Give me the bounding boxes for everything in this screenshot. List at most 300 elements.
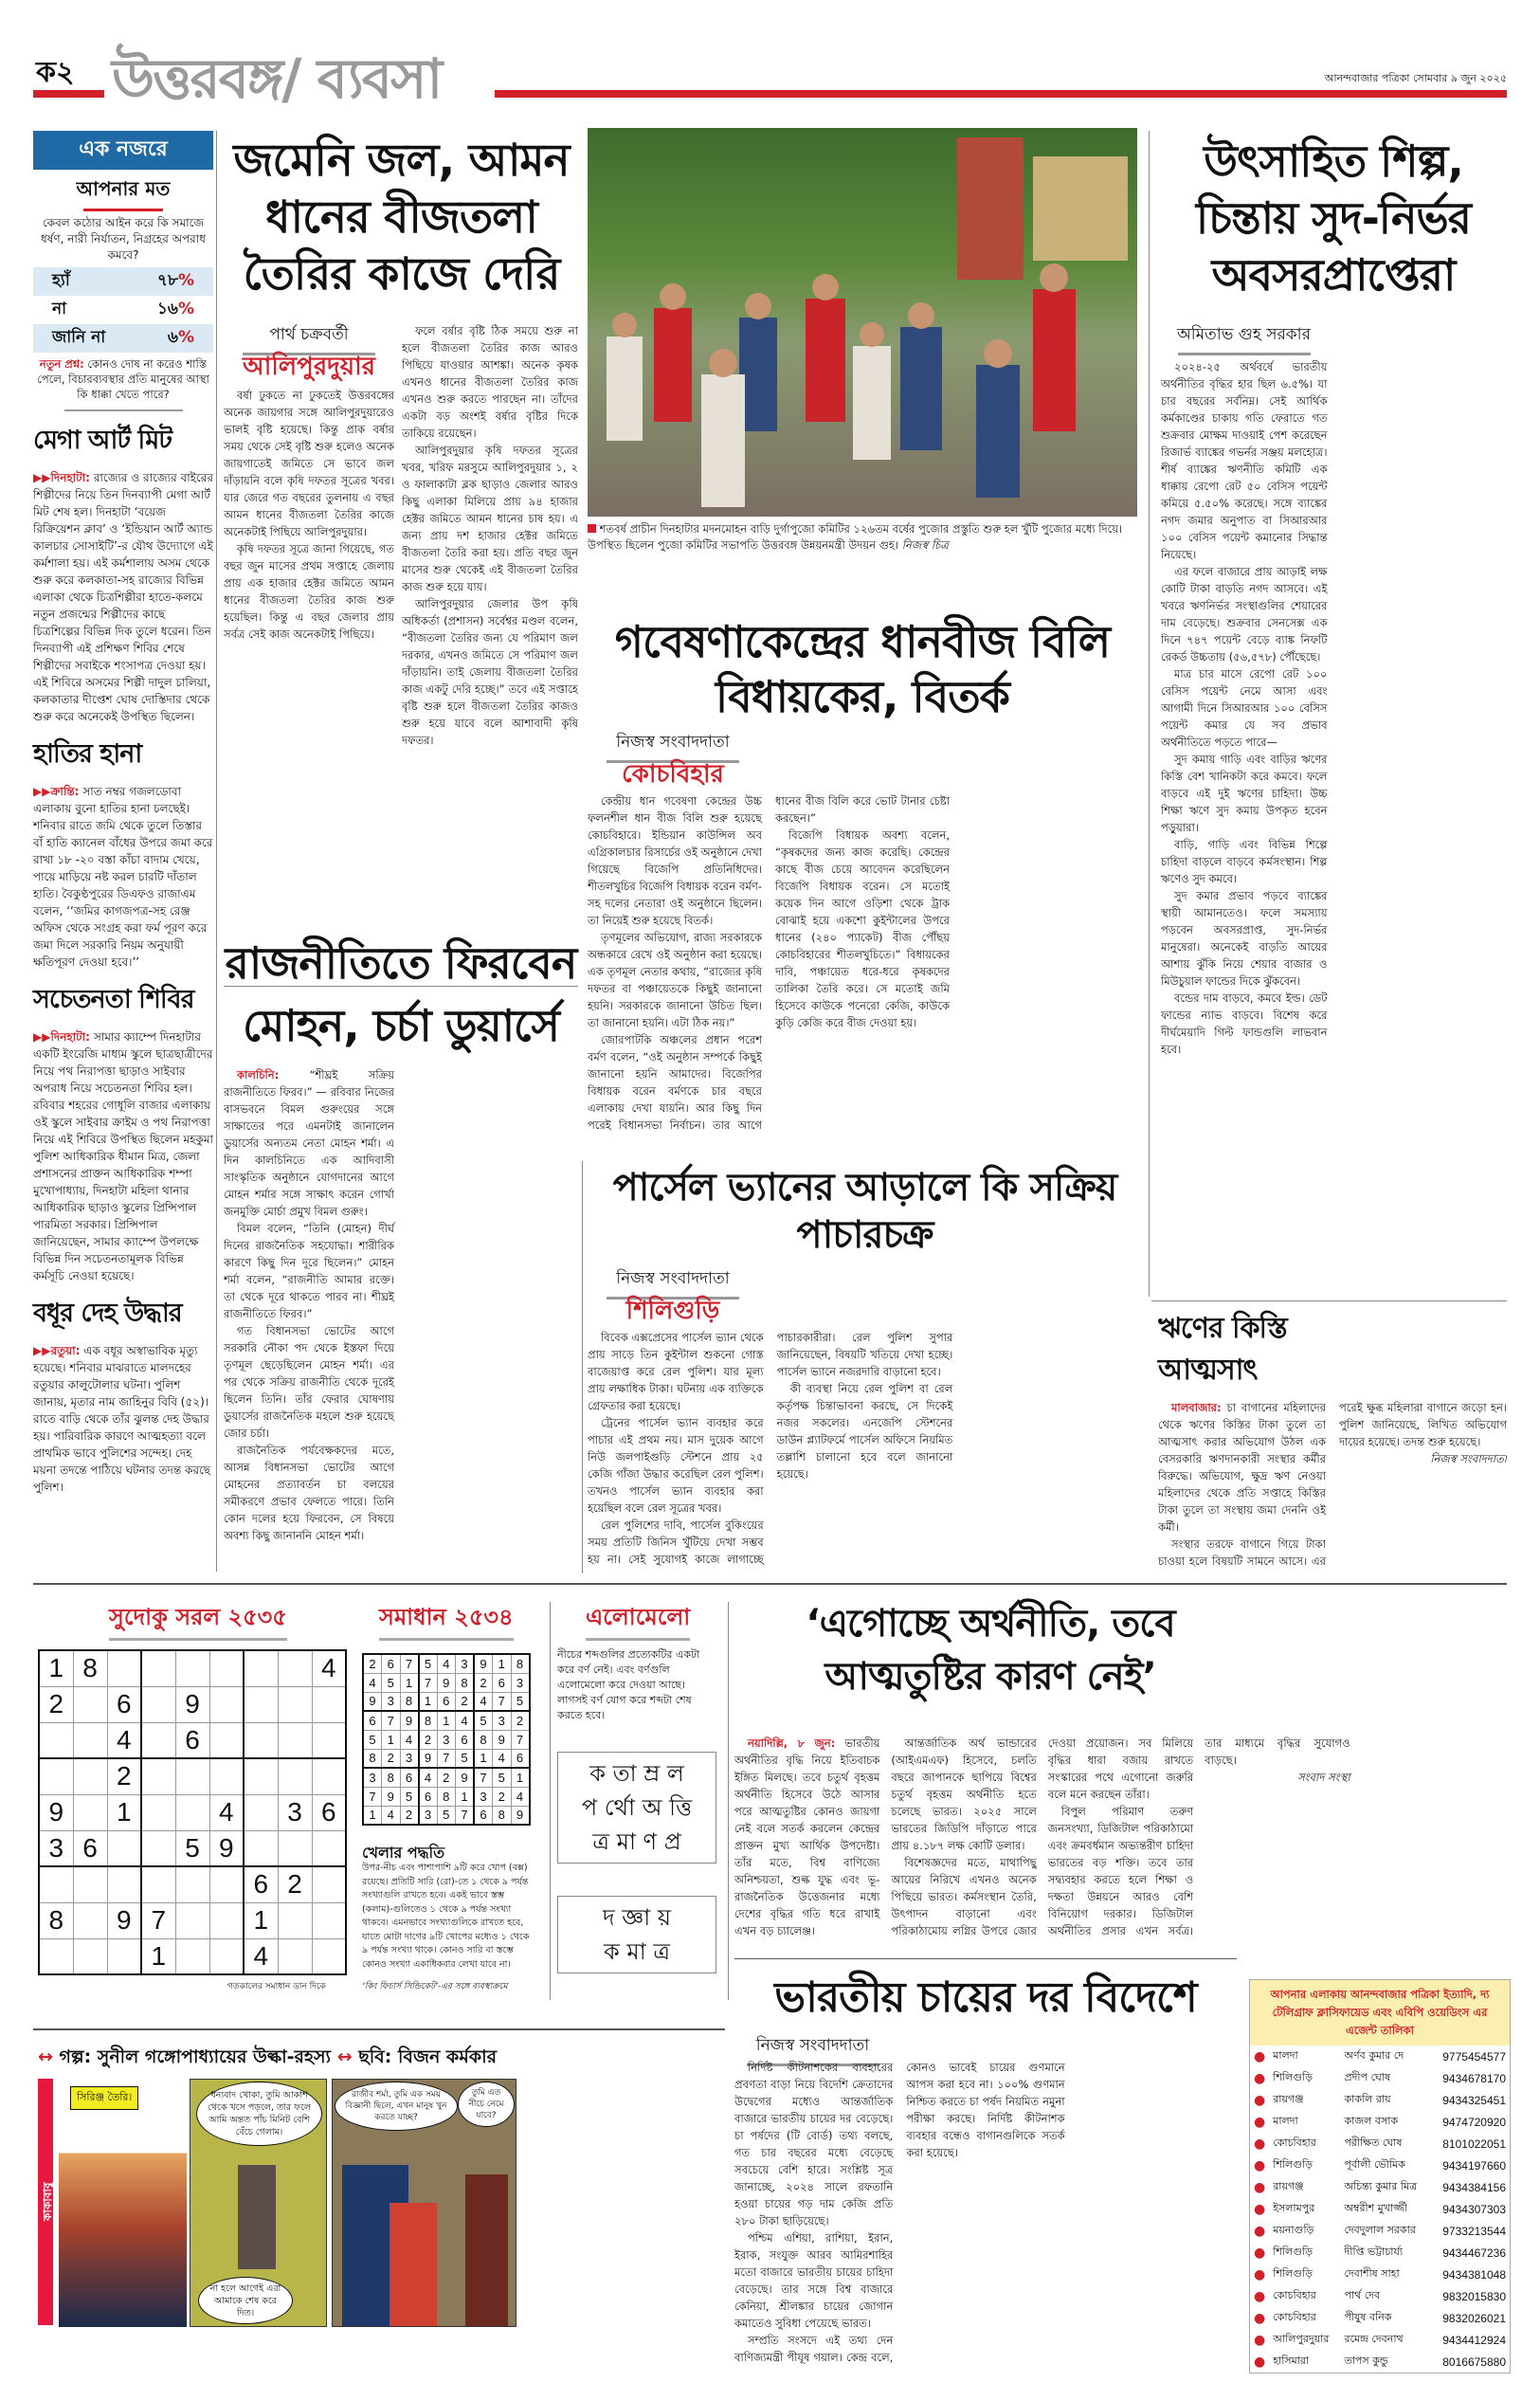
sudoku-cell[interactable] xyxy=(175,1650,209,1686)
solution-cell: 7 xyxy=(363,1787,382,1806)
agent-row xyxy=(1250,2155,1510,2176)
paragraph-text: গত বিধানসভা ভোটের আগে সরকারি নৌকা পদ থেকে ইস্তফা দিয়ে তৃণমূল ছেড়েছিলেন মোহন শর্মা। এর পর থেকে সক্রিয় রাজনীতি থেকে দূরেই ছিলেন তিনি। তাঁর ফেরার ঘোষণায় ডুয়ার্সের রাজনৈতিক মহলে শুরু হয়েছে জোর চর্চা। xyxy=(224,1324,394,1440)
arrow-icon: ↔ xyxy=(38,2046,53,2067)
brief-title: সচেতনতা শিবির xyxy=(33,985,194,1014)
byline: নিজস্ব সংবাদদাতা xyxy=(616,733,730,752)
sudoku-cell[interactable]: 4 xyxy=(312,1650,346,1686)
solution-cell: 5 xyxy=(363,1730,382,1749)
article2-headline: গবেষণাকেন্দ্রের ধানবীজ বিলি বিধায়কের, বিতর্ক xyxy=(614,616,1111,722)
solution-cell: 8 xyxy=(456,1673,475,1692)
agent-phone: 9832015830 xyxy=(1442,2289,1506,2303)
sudoku-cell[interactable]: 9 xyxy=(175,1686,209,1722)
sudoku-cell[interactable] xyxy=(107,1830,141,1866)
sudoku-cell[interactable] xyxy=(141,1866,175,1902)
sudoku-cell[interactable] xyxy=(312,1722,346,1758)
bullet-icon: ● xyxy=(1254,2245,1266,2261)
agent-phone: 9434197660 xyxy=(1442,2158,1506,2173)
paragraph: সুদ কমায় গাড়ি এবং বাড়ির ঋণের কিস্তি বেশ খানিকটা করে কমবে। ফলে বাড়বে এই দুই ঋণের চাহিদা। উচ্চ শিক্ষা ঋণে সুদ কমায় উপকৃত হবেন পড়ুয়ারা। xyxy=(1161,753,1328,834)
sudoku-cell[interactable] xyxy=(312,1866,346,1902)
arrow-icon: ↔ xyxy=(336,2046,353,2067)
solution-cell: 5 xyxy=(474,1711,493,1730)
solution-cell: 6 xyxy=(511,1749,530,1768)
bullet-icon: ● xyxy=(1254,2157,1266,2173)
agent-area: শিলিগুড়ি xyxy=(1273,2158,1313,2171)
sudoku-cell[interactable]: 6 xyxy=(244,1866,278,1902)
sudoku-cell[interactable] xyxy=(312,1938,346,1974)
sudoku-cell[interactable] xyxy=(39,1938,73,1974)
arrow-icon: ▶▶ xyxy=(33,471,51,484)
agent-row xyxy=(1250,2176,1510,2198)
solution-cell: 4 xyxy=(437,1654,456,1673)
paragraph: কৃষি দফতর সূত্রে জানা গিয়েছে, গত বছর জুন মাসের প্রথম সপ্তাহে জেলায় প্রায় এক হাজার হেক্টর জমিতে আমন ধানের বীজতলা তৈরির কাজ শুরু হয়েছিল। কিন্তু এ বছর জেলার প্রায় সর্বত্র সেই কাজ অনেকটাই পিছিয়ে। xyxy=(224,542,394,641)
agent-phone: 9434307303 xyxy=(1442,2202,1506,2216)
sudoku-cell[interactable]: 3 xyxy=(39,1830,73,1866)
paragraph: সম্প্রতি সংসদে এই তথ্য দেন বাণিজ্যমন্ত্রী পীযূষ গয়াল। কেন্দ্র বলে, কোনও ভাবেই চায়ের গুণমানে আপস করা হবে না। ১০০% গুণমান নিশ্চিত করতে চা পর্ষদ নিয়মিত নমুনা পরীক্ষা করছে। নির্দিষ্ট কীটনাশক ব্যবহার বন্ধেও বাগানগুলিকে সতর্ক করা হয়েছে। xyxy=(734,2061,1065,2364)
agent-row xyxy=(1250,2198,1510,2220)
solution-cell: 1 xyxy=(511,1768,530,1787)
comic-panel-3 xyxy=(332,2079,516,2327)
solution-cell: 7 xyxy=(382,1711,401,1730)
bullet-icon: ● xyxy=(1254,2223,1266,2239)
sudoku-cell[interactable] xyxy=(209,1758,244,1794)
solution-cell: 4 xyxy=(400,1730,419,1749)
solution-cell: 3 xyxy=(511,1673,530,1692)
brief-place: দিনহাটা: xyxy=(50,471,90,484)
bullet-icon: ● xyxy=(1254,2136,1266,2152)
solution-cell: 7 xyxy=(456,1806,475,1825)
jumbled-word: ক তা ম্র ল xyxy=(589,1760,684,1787)
solution-cell: 6 xyxy=(437,1692,456,1711)
sudoku-cell[interactable]: 4 xyxy=(209,1794,244,1830)
sudoku-cell[interactable] xyxy=(244,1758,278,1794)
solution-cell: 3 xyxy=(456,1654,475,1673)
solution-cell: 6 xyxy=(474,1806,493,1825)
sudoku-cell[interactable]: 8 xyxy=(73,1650,107,1686)
paragraph xyxy=(891,1735,1036,1854)
agent-name: রমেন্দ্র দেবনাথ xyxy=(1344,2333,1404,2345)
article1-dateline: আলিপুরদুয়ার xyxy=(243,353,375,381)
article3-headline: উৎসাহিত শিল্প, চিন্তায় সুদ-নির্ভর অবসরপ্রাপ্তেরা xyxy=(1196,136,1471,300)
solution-cell: 1 xyxy=(382,1730,401,1749)
sudoku-cell[interactable] xyxy=(175,1902,209,1938)
agent-phone: 9434325451 xyxy=(1442,2093,1506,2107)
paragraph xyxy=(224,1322,394,1442)
agent-phone: 9474720920 xyxy=(1442,2115,1506,2129)
sudoku-cell[interactable]: 4 xyxy=(107,1722,141,1758)
paragraph: আলিপুরদুয়ার কৃষি দফতর সূত্রের খবর, খরিফ মরসুমে আলিপুরদুয়ার ১, ২ ও ফালাকাটা ব্লক ছাড়াও জেলার আরও কিছু এলাকা মিলিয়ে প্রায় ৯৪ হাজার হেক্টর জমিতে আমন ধানের চাষ হয়। এ জন্য প্রায় দশ হাজার হেক্টর জমিতে বীজতলা তৈরি করা হয়। প্রতি বছর জুন মাসের শুরু থেকেই এই বীজতলা তৈরির কাজ শুরু হয়ে যায়। xyxy=(402,444,578,593)
sudoku-cell[interactable] xyxy=(278,1722,312,1758)
agent-phone: 9832026021 xyxy=(1442,2311,1506,2325)
solution-cell: 5 xyxy=(382,1673,401,1692)
sudoku-cell[interactable]: 2 xyxy=(278,1866,312,1902)
sudoku-cell[interactable] xyxy=(312,1902,346,1938)
solution-cell: 8 xyxy=(493,1806,512,1825)
solution-cell: 1 xyxy=(493,1654,512,1673)
solution-cell: 6 xyxy=(382,1654,401,1673)
article5-dateline: শিলিগুড়ি xyxy=(625,1297,720,1325)
solution-cell: 9 xyxy=(456,1768,475,1787)
divider xyxy=(734,1958,1237,1959)
sudoku-cell[interactable] xyxy=(244,1794,278,1830)
brief-body: সামার ক্যাম্পে দিনহাটার একটি ইংরেজি মাধ্যম স্কুলে ছাত্রছাত্রীদের নিয়ে পথ নিরাপত্তা ছাড়াও সাইবার অপরাধ নিয়ে সচেতনতা শিবির হল। রবিবার শহরের গোধূলি বাজার এলাকায় ওই স্কুলে সাইবার ক্রাইম ও পথ নিরাপত্তা নিয়ে এই শিবিরে উপস্থিত ছিলেন মহকুমা পুলিশ আধিকারিক ধীমান মিত্র, জেলা প্রশাসনের প্রাক্তন আধিকারিক শম্পা মুখোপাধ্যায়, দিনহাটা মহিলা থানার আধিকারিক ছাড়াও স্কুলের প্রিন্সিপাল পারমিতা সরকার। প্রিন্সিপাল জানিয়েছেন, সামার ক্যাম্পে উপলক্ষে বিভিন্ন দিন সচেতনতামূলক বিভিন্ন কর্মসূচি নেওয়া হয়েছে। xyxy=(33,1030,214,1282)
solution-cell: 9 xyxy=(363,1692,382,1711)
sudoku-cell[interactable]: 6 xyxy=(312,1794,346,1830)
sudoku-cell[interactable] xyxy=(141,1758,175,1794)
solution-cell: 1 xyxy=(400,1673,419,1692)
solution-cell: 8 xyxy=(511,1654,530,1673)
solution-cell: 8 xyxy=(419,1711,438,1730)
sudoku-cell[interactable] xyxy=(312,1758,346,1794)
paragraph xyxy=(734,1735,879,1939)
sudoku-cell[interactable] xyxy=(107,1650,141,1686)
paragraph-text: বিমল বলেন, “তিনি (মোহন) দীর্ঘ দিনের রাজনৈতিক সহযোদ্ধা। শারীরিক কারণে কিছু দিন দূরে ছিলেন।” মোহন শর্মা বলেন, “রাজনীতি আমার রক্তে। তা থেকে দূরে থাকতে পারব না। শীঘ্রই রাজনীতিতে ফিরব।” xyxy=(224,1222,394,1320)
agent-area: মালদা xyxy=(1273,2115,1298,2127)
solution-cell: 7 xyxy=(437,1749,456,1768)
panel3-speech-left: রাজীব শর্মা, তুমি এক সময় বিজ্ঞানী ছিলে, এখন মানুষ খুন করতে যাচ্ছ? xyxy=(335,2082,458,2131)
brief-title: মেগা আর্ট মিট xyxy=(33,426,172,455)
jumbled-word: প র্থো অ ত্তি xyxy=(581,1794,693,1821)
solution-cell: 2 xyxy=(474,1673,493,1692)
solution-cell: 6 xyxy=(363,1711,382,1730)
page-number: ক২ xyxy=(36,56,75,89)
caption-text: শতবর্ষ প্রাচীন দিনহাটার মদনমোহন বাড়ি দুর্গাপুজো কমিটির ১২৬তম বর্ষের পুজোর প্রস্তুতি শুরু হল খুঁটি পুজোর মধ্যে দিয়ে। উপস্থিত ছিলেন পুজো কমিটির সভাপতি উত্তরবঙ্গ উন্নয়নমন্ত্রী উদয়ন গুহ। xyxy=(588,522,1123,552)
agent-name: দেবদুলাল সরকার xyxy=(1344,2224,1416,2236)
solution-cell: 4 xyxy=(419,1768,438,1787)
sudoku-solution-grid xyxy=(362,1653,531,1826)
solution-cell: 2 xyxy=(456,1692,475,1711)
agent-area: রায়গঞ্জ xyxy=(1273,2093,1304,2105)
poll-value: ৭৮ xyxy=(156,271,178,290)
agent-phone: 9733213544 xyxy=(1442,2224,1506,2238)
comic-story-label: গল্প: সুনীল গঙ্গোপাধ্যায়ের উল্কা-রহস্য xyxy=(59,2046,332,2067)
sudoku-cell[interactable] xyxy=(141,1722,175,1758)
agent-name: পার্থ দেব xyxy=(1344,2289,1381,2301)
article3-body xyxy=(1161,358,1507,1297)
sudoku-cell[interactable]: 4 xyxy=(244,1938,278,1974)
sudoku-cell[interactable] xyxy=(39,1866,73,1902)
new-question xyxy=(33,356,213,402)
agent-phone: 9434678170 xyxy=(1442,2071,1506,2085)
character-figure xyxy=(390,2203,437,2326)
solution-cell: 4 xyxy=(363,1673,382,1692)
article5-body xyxy=(588,1329,1142,1571)
brief-title: বধূর দেহ উদ্ধার xyxy=(33,1299,182,1328)
solution-cell: 4 xyxy=(511,1787,530,1806)
article7-body xyxy=(734,1735,1507,1953)
sudoku-cell[interactable] xyxy=(209,1902,244,1938)
sudoku-cell[interactable] xyxy=(278,1830,312,1866)
paragraph: সুদ কমার প্রভাব পড়বে ব্যাঙ্কের স্থায়ী আমানতেও। ফলে সমস্যায় পড়বেন অবসরপ্রাপ্ত, সুদ-নির্ভর মানুষেরা। অনেকেই বাড়তি আয়ের আশায় ঝুঁকি নিয়ে শেয়ার বাজার ও মিউচুয়াল ফান্ডের দিকে ঝুঁকবেন। xyxy=(1161,889,1328,988)
sudoku-cell[interactable] xyxy=(73,1758,107,1794)
sudoku-cell[interactable]: 2 xyxy=(39,1686,73,1722)
poll-results xyxy=(33,267,213,353)
solution-cell: 9 xyxy=(382,1787,401,1806)
brief-body: এক বধূর অস্বাভাবিক মৃত্যু হয়েছে। শনিবার মাঝরাতে মালদহের রতুয়ার কালুটোলার ঘটনা। পুলিশ জানায়, মৃতার নাম জাহিনুর বিবি (৫২)। রাতে বাড়ি থেকে তাঁর ঝুলন্ত দেহ উদ্ধার হয়। পারিবারিক কারণে আত্মহত্যা বলে প্রাথমিক ভাবে পুলিশের সন্দেহ। দেহ ময়না তদন্তে পাঠিয়ে ঘটনার তদন্ত করছে পুলিশ। xyxy=(33,1344,211,1494)
sudoku-cell[interactable] xyxy=(141,1794,175,1830)
bullet-icon: ● xyxy=(1254,2048,1266,2064)
solution-cell: 8 xyxy=(474,1730,493,1749)
solution-cell: 4 xyxy=(493,1749,512,1768)
solution-cell: 9 xyxy=(511,1806,530,1825)
agent-phone: 9775454577 xyxy=(1442,2049,1506,2064)
solution-cell: 1 xyxy=(419,1692,438,1711)
bullet-icon: ● xyxy=(1254,2114,1266,2130)
sudoku-cell[interactable] xyxy=(209,1938,244,1974)
agent-list-title: আপনার এলাকায় আনন্দবাজার পত্রিকা ইত্যাদি, দ্য টেলিগ্রাফ ক্লাসিফায়েড এবং এবিপি ওয়েডিংস এর এজেন্ট তালিকা xyxy=(1250,1980,1510,2046)
paragraph: ২০২৪-২৫ অর্থবর্ষে ভারতীয় অর্থনীতির বৃদ্ধির হার ছিল ৬.৫%। যা চার বছরের সর্বনিম্ন। সেই আর্থিক কর্মকাণ্ডের চাকায় গতি ফেরাতে গত শুক্রবার মোক্ষম দাওয়াই পেশ করেছেন রিজার্ভ ব্যাঙ্কের গভর্নর সঞ্জয় মলহোত্র। শীর্ষ ব্যাঙ্কের ঋণনীতি কমিটি এক ধাক্কায় রেপো রেট ৫০ বেসিস পয়েন্ট কমিয়ে ৫.৫০% করেছে। সঙ্গে ব্যাঙ্কের নগদ জমার অনুপাত বা সিআরআর ১০০ বেসিস পয়েন্ট কমানোর সিদ্ধান্ত নিয়েছে। xyxy=(1161,360,1328,561)
agent-name: কাকলি রায় xyxy=(1344,2093,1391,2105)
section-title: উত্তরবঙ্গ/ ব্যবসা xyxy=(112,46,442,111)
agent-row xyxy=(1250,2089,1510,2111)
bullet-icon: ● xyxy=(1254,2179,1266,2195)
sudoku-cell[interactable] xyxy=(107,1938,141,1974)
article4-headline: রাজনীতিতে ফিরবেন মোহন, চর্চা ডুয়ার্সে xyxy=(225,937,577,1051)
agent-area: আলিপুরদুয়ার xyxy=(1273,2333,1330,2345)
poll-question: কেবল কঠোর আইন করে কি সমাজে ধর্ষণ, নারী নির্যাতন, নিগ্রহের অপরাধ কমবে? xyxy=(41,216,206,262)
sudoku-cell[interactable] xyxy=(39,1758,73,1794)
bullet-icon: ● xyxy=(1254,2288,1266,2304)
article1-headline: জমেনি জল, আমন ধানের বীজতলা তৈরির কাজে দেরি xyxy=(233,135,570,300)
agent-row xyxy=(1250,2220,1510,2242)
sudoku-cell[interactable] xyxy=(244,1830,278,1866)
sudoku-cell[interactable] xyxy=(175,1866,209,1902)
poll-option-value xyxy=(157,297,194,323)
sudoku-cell[interactable]: 9 xyxy=(209,1830,244,1866)
sudoku-cell[interactable]: 2 xyxy=(107,1758,141,1794)
brief-place: দিনহাটা: xyxy=(50,1030,90,1044)
solution-cell: 3 xyxy=(382,1692,401,1711)
solution-cell: 9 xyxy=(400,1711,419,1730)
solution-cell: 3 xyxy=(363,1768,382,1787)
agent-phone: 9434412924 xyxy=(1442,2333,1506,2347)
solution-cell: 9 xyxy=(419,1749,438,1768)
byline: নিজস্ব সংবাদদাতা xyxy=(616,1269,730,1288)
sudoku-cell[interactable]: 8 xyxy=(39,1902,73,1938)
agent-name: অম্বরীশ মুখার্জ্জী xyxy=(1344,2202,1407,2214)
poll-option xyxy=(33,324,213,353)
brief-body: সাত নম্বর গজলডোবা এলাকায় বুনো হাতির হানা চলছেই। শনিবার রাতে জমি থেকে তুলে তিস্তার বাঁ হাতি ক্যানেল বাঁধের উপরে জমা করে রাখা ১৮ -২০ বস্তা কাঁচা বাদাম খেয়ে, পায়ে মাড়িয়ে নষ্ট করল চারটি দাঁতাল হাতি। বৈকুণ্ঠপুরের ডিএফও রাজাএম বলেন, ‘‘জমির কাগজপত্র-সহ রেঞ্জ অফিস থেকে সংগ্রহ করা ফর্ম পূরণ করে জমা দিলে সরকারি নিয়ম অনুযায়ী ক্ষতিপূরণ দেওয়া হবে।’’ xyxy=(33,785,213,969)
sudoku-cell[interactable]: 1 xyxy=(107,1794,141,1830)
caption-bullet-icon xyxy=(588,524,596,533)
paragraph-text: “শীঘ্রই সক্রিয় রাজনীতিতে ফিরব।” — রবিবার নিজের বাসভবনে বিমল গুরুংয়ের সঙ্গে সাক্ষাতের পরে এমনটাই জানালেন ডুয়ার্সের অন্যতম নেতা মোহন শর্মা। এ দিন কালচিনিতে এক আদিবাসী সাংস্কৃতিক অনুষ্ঠানে যোগদানের আগে মোহন শর্মার সঙ্গে সাক্ষাৎ করেন গোর্খা জনমুক্তি মোর্চা প্রমুখ বিমল গুরুং। xyxy=(224,1068,395,1218)
sudoku-cell[interactable] xyxy=(278,1650,312,1686)
article4-body xyxy=(224,1066,578,1573)
paragraph: রেল পুলিশের দাবি, পার্সেল বুকিংয়ের সময় প্রতিটি জিনিস খুঁটিয়ে দেখা সম্ভব হয় না। সেই সুযোগই কাজে লাগাচ্ছে পাচারকারীরা। রেল পুলিশ সুপার জানিয়েছেন, বিষয়টি খতিয়ে দেখা হচ্ছে। পার্সেল ভ্যানে নজরদারি বাড়ানো হবে। xyxy=(588,1331,953,1566)
agent-row xyxy=(1250,2285,1510,2307)
comic-panel-1 xyxy=(59,2079,187,2327)
photo-caption xyxy=(588,521,1137,554)
poll-title-underline xyxy=(83,209,163,211)
brief-place: রতুয়া: xyxy=(50,1344,81,1357)
solution-cell: 8 xyxy=(400,1692,419,1711)
sudoku-cell[interactable] xyxy=(278,1686,312,1722)
bullet-icon: ● xyxy=(1254,2092,1266,2108)
sudoku-cell[interactable]: 1 xyxy=(39,1650,73,1686)
sudoku-cell[interactable] xyxy=(312,1686,346,1722)
poll-option xyxy=(33,267,213,296)
article7-headline: ‘এগোচ্ছে অর্থনীতি, তবে আত্মতুষ্টির কারণ নেই’ xyxy=(806,1602,1175,1699)
sudoku-cell[interactable] xyxy=(244,1686,278,1722)
column-divider xyxy=(550,1602,551,2000)
percent-sign: % xyxy=(177,328,194,347)
ek-nojore-box: এক নজরে xyxy=(33,131,213,170)
agent-row xyxy=(1250,2067,1510,2089)
paragraph xyxy=(224,1066,394,1220)
sudoku-cell[interactable] xyxy=(278,1758,312,1794)
sudoku-cell[interactable] xyxy=(175,1794,209,1830)
paragraph-text: সংস্থার তরফে বাগানে গিয়ে টাকা চাওয়া হলে বিষয়টি সামনে আসে। এর পরেই ক্ষুব্ধ মহিলারা বাগানে জড়ো হন। পুলিশ জানিয়েছে, লিখিত অভিযোগ দায়ের হয়েছে। তদন্ত শুরু হয়েছে। xyxy=(1158,1401,1507,1568)
solution-cell: 7 xyxy=(493,1692,512,1711)
agent-phone: 8101022051 xyxy=(1442,2137,1506,2151)
sudoku-cell[interactable] xyxy=(141,1650,175,1686)
solution-cell: 1 xyxy=(456,1787,475,1806)
agent-area: কোচবিহার xyxy=(1273,2137,1316,2149)
section-divider xyxy=(33,1583,1507,1585)
solution-cell: 6 xyxy=(493,1673,512,1692)
sudoku-cell[interactable]: 1 xyxy=(244,1902,278,1938)
solution-cell: 2 xyxy=(437,1768,456,1787)
agent-row xyxy=(1250,2307,1510,2329)
sudoku-cell[interactable] xyxy=(209,1686,244,1722)
photo-credit: নিজস্ব চিত্র xyxy=(901,538,949,552)
sudoku-cell[interactable] xyxy=(278,1938,312,1974)
news-photo xyxy=(588,128,1137,517)
sudoku-cell[interactable] xyxy=(107,1866,141,1902)
solution-cell: 2 xyxy=(363,1654,382,1673)
sudoku-cell[interactable] xyxy=(73,1722,107,1758)
column-divider xyxy=(728,1602,729,2000)
agent-table xyxy=(1250,2046,1510,2373)
brief-text xyxy=(33,469,213,725)
sudoku-cell[interactable] xyxy=(244,1722,278,1758)
solution-cell: 1 xyxy=(437,1711,456,1730)
divider xyxy=(64,409,183,411)
sudoku-cell[interactable] xyxy=(312,1830,346,1866)
solution-cell: 3 xyxy=(474,1787,493,1806)
solution-cell: 9 xyxy=(493,1730,512,1749)
sudoku-cell[interactable]: 7 xyxy=(141,1902,175,1938)
sudoku-cell[interactable] xyxy=(209,1650,244,1686)
solution-cell: 3 xyxy=(419,1806,438,1825)
comic-panel-2 xyxy=(190,2079,327,2327)
agent-list-ad xyxy=(1249,1979,1511,2373)
source-credit: নিজস্ব সংবাদদাতা xyxy=(1430,1452,1507,1465)
panel3-speech-right: তুমি এত নীচে নেমে যাবে? xyxy=(458,2082,515,2127)
dateline-kicker: নয়াদিল্লি, ৮ জুন: xyxy=(748,1736,836,1750)
agent-row xyxy=(1250,2329,1510,2351)
sudoku-cell[interactable] xyxy=(39,1722,73,1758)
solution-cell: 7 xyxy=(419,1673,438,1692)
percent-sign: % xyxy=(177,271,194,290)
solution-cell: 6 xyxy=(419,1787,438,1806)
crowd-illustration xyxy=(588,128,1137,517)
solution-cell: 5 xyxy=(400,1787,419,1806)
poll-title: আপনার মত xyxy=(76,177,171,200)
solution-cell: 2 xyxy=(419,1730,438,1749)
sudoku-cell[interactable]: 1 xyxy=(141,1938,175,1974)
new-question-label: নতুন প্রশ্ন: xyxy=(39,357,84,371)
sudoku-cell[interactable] xyxy=(209,1866,244,1902)
article1-body-col2 xyxy=(402,322,578,976)
poll-option xyxy=(33,296,213,324)
sudoku-cell[interactable] xyxy=(73,1794,107,1830)
jumbled-word: ক মা ত্র xyxy=(604,1938,670,1965)
sudoku-grid[interactable] xyxy=(38,1649,347,1975)
sudoku-cell[interactable] xyxy=(141,1830,175,1866)
solution-cell: 5 xyxy=(511,1692,530,1711)
arrow-icon: ▶▶ xyxy=(33,1030,51,1044)
sudoku-cell[interactable] xyxy=(175,1758,209,1794)
agent-phone: 9434384156 xyxy=(1442,2180,1506,2194)
sudoku-cell[interactable] xyxy=(73,1686,107,1722)
sudoku-cell[interactable]: 9 xyxy=(39,1794,73,1830)
character-figure xyxy=(238,2165,276,2269)
solution-cell: 5 xyxy=(419,1654,438,1673)
sudoku-cell[interactable]: 9 xyxy=(107,1902,141,1938)
sudoku-cell[interactable] xyxy=(175,1938,209,1974)
divider xyxy=(33,2028,725,2030)
article2-dateline: কোচবিহার xyxy=(622,760,724,789)
sudoku-cell[interactable] xyxy=(141,1686,175,1722)
paragraph: মাত্র চার মাসে রেপো রেট ১০০ বেসিস পয়েন্ট নেমে আসা এবং আগামী দিনে সিআরআর ১০০ বেসিস পয়েন্ট কমার যে সব প্রভাব অর্থনীতিতে পড়তে পারে— xyxy=(1161,667,1328,749)
column-divider xyxy=(1149,131,1150,1297)
sudoku-cell[interactable] xyxy=(73,1902,107,1938)
sudoku-cell[interactable]: 6 xyxy=(175,1722,209,1758)
agent-row xyxy=(1250,2351,1510,2373)
sudoku-cell[interactable]: 6 xyxy=(73,1830,107,1866)
agent-name: পূর্বালী ভৌমিক xyxy=(1344,2158,1405,2171)
character-figure xyxy=(465,2174,508,2326)
elomelo-box-1 xyxy=(557,1752,716,1864)
divider xyxy=(1151,1300,1507,1301)
poll-option-label: না xyxy=(52,300,67,318)
sudoku-cell[interactable] xyxy=(244,1650,278,1686)
sudoku-cell[interactable] xyxy=(73,1938,107,1974)
byline: অমিতাভ গুহ সরকার xyxy=(1177,325,1311,344)
article8-body xyxy=(734,2059,1237,2367)
paragraph-text: রাজনৈতিক পর্যবেক্ষকদের মতে, আসন্ন বিধানসভা ভোটের আগে মোহনের প্রত্যাবর্তন চা বলয়ের সমীকরণে প্রভাব ফেলতে পারে। তিনি কোন দলের হয়ে ফিরবেন, সে বিষয়ে অবশ্য কিছু জানাননি মোহন শর্মা। xyxy=(224,1444,394,1542)
arrow-icon: ▶▶ xyxy=(33,1344,51,1357)
poll-value: ৬ xyxy=(167,328,178,347)
paragraph: বাড়ি, গাড়ি এবং বিভিন্ন শিল্পে চাহিদা বাড়লে বাড়বে কর্মসংস্থান। শিল্প ঋণেও সুদ কমবে। xyxy=(1161,838,1328,885)
sudoku-cell[interactable] xyxy=(278,1902,312,1938)
solution-cell: 4 xyxy=(456,1711,475,1730)
column-divider xyxy=(582,1161,583,1573)
sudoku-cell[interactable] xyxy=(209,1722,244,1758)
source-credit: সংবাদ সংস্থা xyxy=(1297,1771,1350,1784)
sudoku-cell[interactable]: 5 xyxy=(175,1830,209,1866)
solution-cell: 8 xyxy=(363,1749,382,1768)
solution-cell: 9 xyxy=(474,1654,493,1673)
paragraph-text: বিপুল পরিমাণ তরুণ জনসংখ্যা, ডিজিটাল পরিকাঠামো এবং ক্রমবর্ধমান অভ্যন্তরীণ চাহিদা ভারতের বড় শক্তি। তবে তার সদ্ব্যবহার করতে হলে শিক্ষা ও দক্ষতা উন্নয়নে আরও বেশি বিনিয়োগ দরকার। ডিজিটাল অর্থনীতির প্রসার এখন সর্বত্র। তার মাধ্যমে বৃদ্ধির সুযোগও বাড়ছে। xyxy=(1047,1736,1350,1937)
sudoku-cell[interactable] xyxy=(73,1866,107,1902)
sudoku-cell[interactable]: 6 xyxy=(107,1686,141,1722)
elomelo-box-2 xyxy=(557,1896,716,1973)
agent-area: হাসিমারা xyxy=(1273,2355,1310,2367)
agent-row xyxy=(1250,2264,1510,2285)
solution-cell: 3 xyxy=(493,1711,512,1730)
solution-cell: 1 xyxy=(363,1806,382,1825)
solution-cell: 6 xyxy=(456,1730,475,1749)
bullet-icon: ● xyxy=(1254,2354,1266,2370)
agent-name: কাজল বসাক xyxy=(1344,2115,1399,2127)
header-red-bar xyxy=(495,90,1507,98)
new-question-text: কোনও দোষ না করেও শাস্তি পেলে, বিচারব্যবস্থার প্রতি মানুষের আস্থা কি ধাক্কা খেতে পারে? xyxy=(37,357,209,401)
rules-title: খেলার পদ্ধতি xyxy=(362,1844,445,1862)
dateline-kicker: মালবাজার: xyxy=(1171,1401,1222,1414)
dateline-kicker: কালচিনি: xyxy=(237,1068,280,1082)
sudoku-cell[interactable]: 3 xyxy=(278,1794,312,1830)
